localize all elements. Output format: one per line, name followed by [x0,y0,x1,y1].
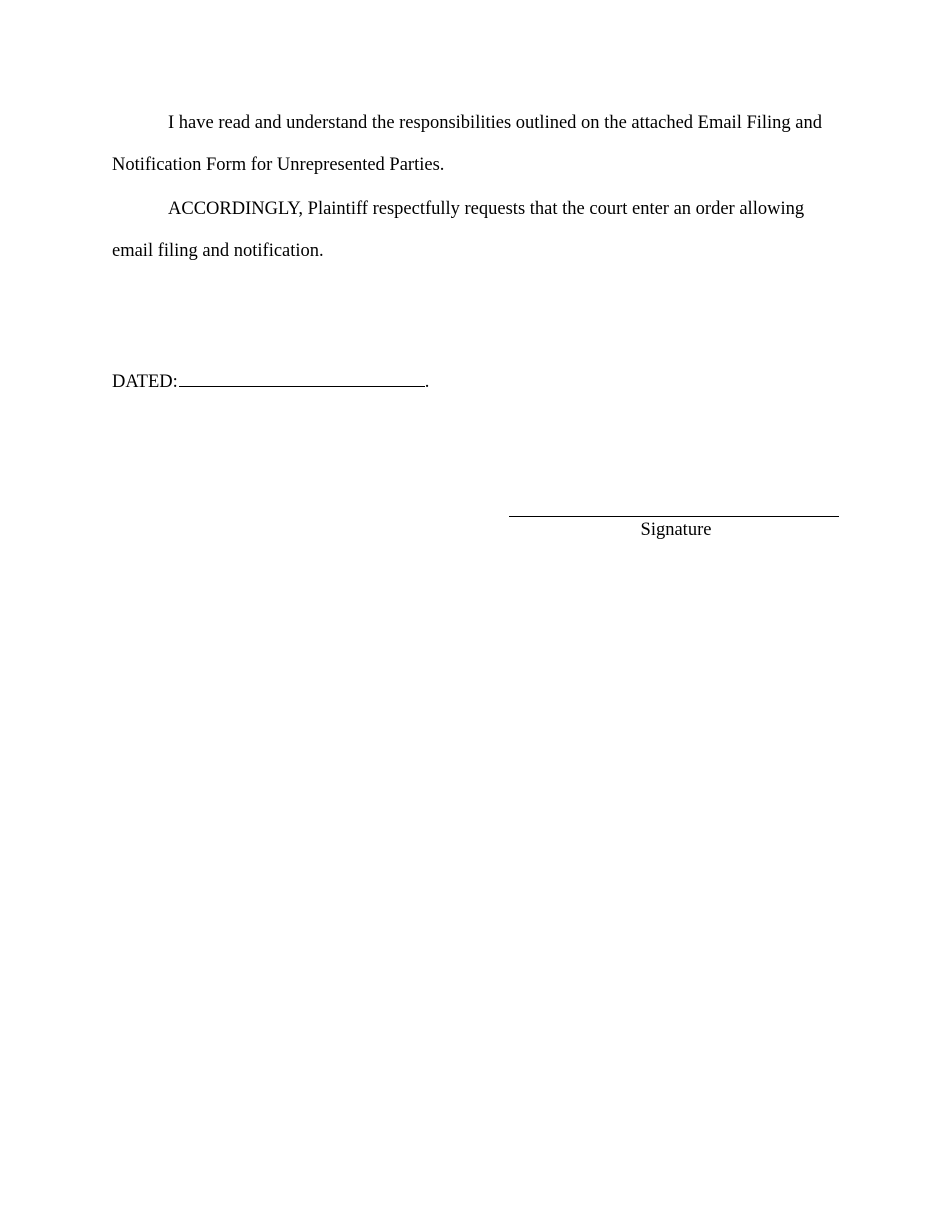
dated-terminator: . [424,372,430,392]
signature-line[interactable] [509,516,839,517]
signature-block [509,516,839,542]
dated-label: DATED: [112,372,178,392]
dated-blank-field[interactable] [179,366,425,387]
signature-label: Signature [640,520,712,540]
request-paragraph: ACCORDINGLY, Plaintiff respectfully requests that the court enter an order allowing email filing and notification. [112,199,805,261]
acknowledgment-paragraph: I have read and understand the responsibilities outlined on the attached Email Filing and Notification Form for Unrepresented Parties. [112,113,823,175]
dated-line [112,366,429,396]
